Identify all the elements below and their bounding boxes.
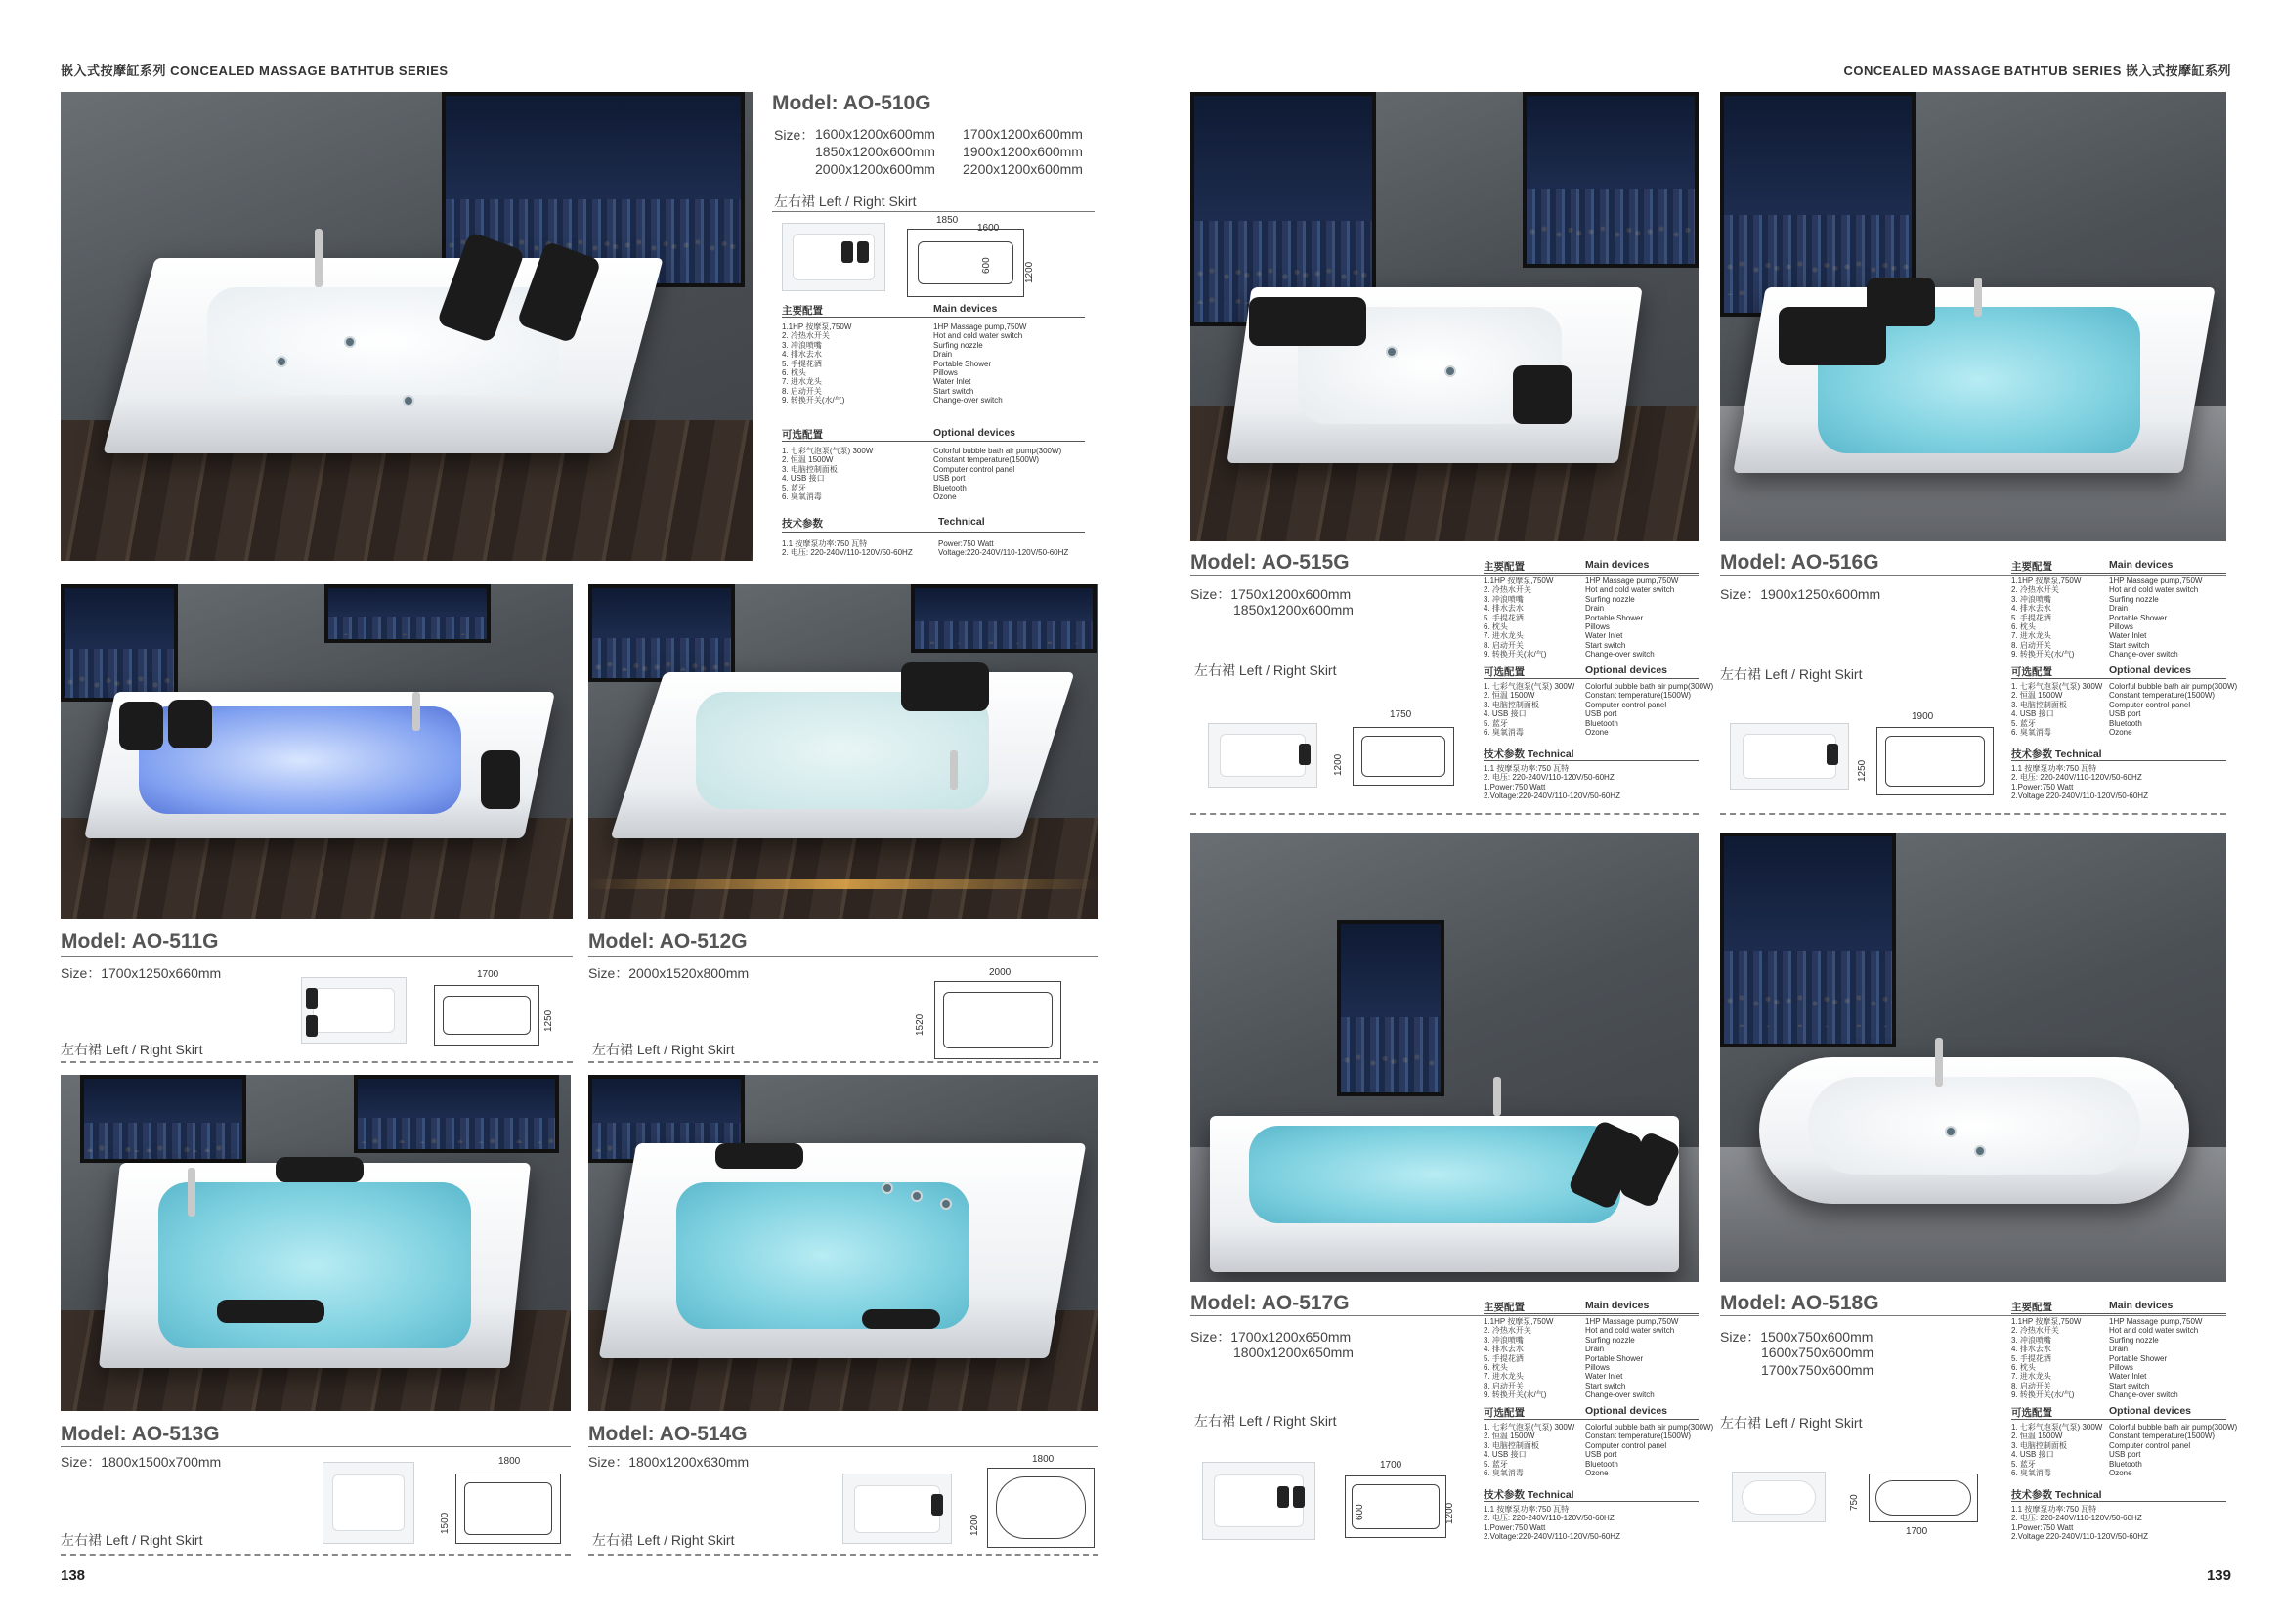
dimension-width: 1800 [498, 1456, 521, 1467]
model-title-ao-518g: Model: AO-518G [1720, 1292, 1879, 1314]
divider [1720, 575, 2226, 576]
product-photo-ao-517g [1190, 833, 1699, 1282]
product-photo-ao-518g [1720, 833, 2226, 1282]
spec-heading-optional-cn: 可选配置 [2011, 1407, 2052, 1419]
spec-heading-optional-cn: 可选配置 [782, 429, 823, 441]
product-thumbnail [323, 1462, 414, 1544]
dimension-height: 1200 [969, 1514, 980, 1536]
spec-divider [782, 317, 1085, 318]
product-thumbnail [1208, 723, 1317, 788]
dimension-height-inner: 600 [1355, 1504, 1365, 1520]
product-photo-ao-514g [588, 1075, 1098, 1411]
size-label: Size： [774, 127, 815, 143]
spec-list-optional-en: Colorful bubble bath air pump(300W) Constant temperature(1500W) Computer control panel USB port Bluetooth Ozone [933, 447, 1062, 502]
spec-divider [782, 441, 1085, 442]
dashed-divider [588, 1554, 1098, 1556]
spec-list-optional-en: Colorful bubble bath air pump(300W) Constant temperature(1500W) Computer control panel USB port Bluetooth Ozone [1585, 682, 1714, 738]
spec-list-main-cn: 1.1HP 按摩泵,750W 2. 冷热水开关 3. 冲浪喷嘴 4. 排水去水 5. 手提花洒 6. 枕头 7. 进水龙头 8. 启动开关 9. 转换开关(水/气) [782, 322, 852, 406]
spec-divider [2011, 1501, 2226, 1502]
spec-heading-main-cn: 主要配置 [782, 305, 823, 317]
dimension-drawing [907, 229, 1024, 297]
dimension-width: 1850 [936, 215, 959, 226]
spec-list-technical-en: Power:750 Watt Voltage:220-240V/110-120V/50-60HZ [938, 539, 1069, 558]
spec-list-optional-cn: 1. 七彩气泡泵(气泵) 300W 2. 恒温 1500W 3. 电脑控制面板 4. USB 接口 5. 蓝牙 6. 臭氧消毒 [2011, 1423, 2103, 1478]
dimension-height-inner: 600 [981, 257, 992, 274]
model-title-ao-514g: Model: AO-514G [588, 1423, 748, 1445]
size-value: Size：2000x1520x800mm [588, 965, 750, 981]
dimension-drawing [934, 981, 1061, 1059]
spec-divider [2011, 760, 2226, 761]
size-value: Size：1700x1200x650mm [1190, 1329, 1352, 1345]
spec-heading-optional-en: Optional devices [1585, 664, 1668, 676]
skirt-label: 左右裙 Left / Right Skirt [592, 1532, 735, 1548]
spec-list-technical: 1.1 按摩泵功率:750 瓦特 2. 电压: 220-240V/110-120V/50-60HZ 1.Power:750 Watt 2.Voltage:220-240V/110-120V/50-60HZ [1484, 1505, 1620, 1542]
spec-divider [1484, 1313, 1699, 1314]
spec-list-optional-cn: 1. 七彩气泡泵(气泵) 300W 2. 恒温 1500W 3. 电脑控制面板 4. USB 接口 5. 蓝牙 6. 臭氧消毒 [1484, 1423, 1575, 1478]
spec-heading-main-cn: 主要配置 [2011, 561, 2052, 573]
spec-heading-main-cn: 主要配置 [1484, 1302, 1525, 1313]
spec-list-main-cn: 1.1HP 按摩泵,750W 2. 冷热水开关 3. 冲浪喷嘴 4. 排水去水 5. 手提花洒 6. 枕头 7. 进水龙头 8. 启动开关 9. 转换开关(水/气) [2011, 577, 2082, 660]
dimension-width: 1750 [1390, 709, 1412, 720]
spec-divider [1484, 1419, 1699, 1420]
spec-list-main-cn: 1.1HP 按摩泵,750W 2. 冷热水开关 3. 冲浪喷嘴 4. 排水去水 5. 手提花洒 6. 枕头 7. 进水龙头 8. 启动开关 9. 转换开关(水/气) [1484, 1317, 1554, 1400]
product-thumbnail [842, 1474, 952, 1544]
spec-divider [1484, 1501, 1699, 1502]
spec-heading-technical: 技术参数 Technical [2011, 748, 2102, 760]
spec-list-main-cn: 1.1HP 按摩泵,750W 2. 冷热水开关 3. 冲浪喷嘴 4. 排水去水 5. 手提花洒 6. 枕头 7. 进水龙头 8. 启动开关 9. 转换开关(水/气) [2011, 1317, 2082, 1400]
spec-divider [2011, 573, 2226, 574]
spec-list-optional-cn: 1. 七彩气泡泵(气泵) 300W 2. 恒温 1500W 3. 电脑控制面板 4. USB 接口 5. 蓝牙 6. 臭氧消毒 [1484, 682, 1575, 738]
dimension-height: 1520 [915, 1013, 926, 1036]
skirt-label: 左右裙 Left / Right Skirt [61, 1042, 203, 1057]
spec-list-optional-en: Colorful bubble bath air pump(300W) Constant temperature(1500W) Computer control panel USB port Bluetooth Ozone [2109, 1423, 2238, 1478]
size-value: Size：1800x1200x630mm [588, 1454, 750, 1470]
size-value: Size：1700x1250x660mm [61, 965, 222, 981]
spec-heading-technical: 技术参数 Technical [1484, 1489, 1574, 1501]
spec-list-main-en: 1HP Massage pump,750W Hot and cold water switch Surfing nozzle Drain Portable Shower Pillows Water Inlet Start switch Change-over switch [1585, 1317, 1679, 1400]
spec-heading-optional-en: Optional devices [933, 427, 1016, 439]
dimension-height: 1200 [1333, 753, 1344, 776]
spec-heading-main-en: Main devices [2109, 559, 2174, 571]
spec-list-technical: 1.1 按摩泵功率:750 瓦特 2. 电压: 220-240V/110-120V/50-60HZ 1.Power:750 Watt 2.Voltage:220-240V/110-120V/50-60HZ [2011, 764, 2148, 801]
spec-divider [1484, 678, 1699, 679]
product-thumbnail [1202, 1462, 1315, 1540]
spec-list-optional-en: Colorful bubble bath air pump(300W) Constant temperature(1500W) Computer control panel USB port Bluetooth Ozone [1585, 1423, 1714, 1478]
dimension-height: 1500 [440, 1512, 451, 1534]
spec-list-main-en: 1HP Massage pump,750W Hot and cold water switch Surfing nozzle Drain Portable Shower Pillows Water Inlet Start switch Change-over switch [2109, 577, 2203, 660]
model-title-ao-512g: Model: AO-512G [588, 930, 748, 953]
product-photo-ao-515g [1190, 92, 1699, 541]
dimension-width: 1900 [1912, 711, 1934, 722]
spec-divider [2011, 1313, 2226, 1314]
size-value: 1600x750x600mm [1761, 1345, 1874, 1360]
dimension-drawing [987, 1468, 1095, 1548]
size-value: Size：1750x1200x600mm [1190, 586, 1352, 602]
spec-heading-main-en: Main devices [933, 303, 998, 315]
dimension-width: 2000 [989, 967, 1012, 978]
divider [772, 211, 1095, 212]
divider [61, 1446, 571, 1447]
model-title-ao-513g: Model: AO-513G [61, 1423, 220, 1445]
spec-heading-technical: 技术参数 Technical [2011, 1489, 2102, 1501]
spec-list-main-en: 1HP Massage pump,750W Hot and cold water switch Surfing nozzle Drain Portable Shower Pillows Water Inlet Start switch Change-over switch [2109, 1317, 2203, 1400]
size-value: Size：1800x1500x700mm [61, 1454, 222, 1470]
dashed-divider [1720, 813, 2226, 815]
spec-divider [1484, 760, 1699, 761]
size-value: 2200x1200x600mm [963, 161, 1083, 177]
spec-divider [1484, 573, 1699, 574]
page-number-left: 138 [61, 1567, 86, 1584]
spec-list-main-en: 1HP Massage pump,750W Hot and cold water switch Surfing nozzle Drain Portable Shower Pillows Water Inlet Start switch Change-over switch [933, 322, 1027, 406]
size-value: Size：1900x1250x600mm [1720, 586, 1881, 602]
spec-heading-optional-cn: 可选配置 [2011, 666, 2052, 678]
size-value: 2000x1200x600mm [815, 161, 935, 177]
page-number-right: 139 [2206, 1567, 2231, 1584]
divider [1190, 1315, 1699, 1316]
spec-list-main-cn: 1.1HP 按摩泵,750W 2. 冷热水开关 3. 冲浪喷嘴 4. 排水去水 5. 手提花洒 6. 枕头 7. 进水龙头 8. 启动开关 9. 转换开关(水/气) [1484, 577, 1554, 660]
dimension-height: 1250 [1857, 759, 1868, 782]
product-thumbnail [1730, 723, 1849, 790]
model-title-ao-515g: Model: AO-515G [1190, 551, 1350, 574]
product-photo-ao-511g [61, 584, 573, 919]
spec-list-technical: 1.1 按摩泵功率:750 瓦特 2. 电压: 220-240V/110-120V/50-60HZ 1.Power:750 Watt 2.Voltage:220-240V/110-120V/50-60HZ [2011, 1505, 2148, 1542]
dimension-width: 1700 [1380, 1460, 1402, 1471]
header-right: CONCEALED MASSAGE BATHTUB SERIES 嵌入式按摩缸系列 [1843, 64, 2231, 78]
spec-heading-optional-en: Optional devices [2109, 1405, 2192, 1417]
dimension-drawing [1869, 1474, 1978, 1522]
dimension-height: 750 [1849, 1494, 1860, 1511]
product-photo-ao-516g [1720, 92, 2226, 541]
dimension-drawing [434, 985, 539, 1046]
size-value: 1900x1200x600mm [963, 144, 1083, 159]
divider [588, 1446, 1098, 1447]
product-photo-ao-510g [61, 92, 753, 561]
spec-heading-technical-cn: 技术参数 [782, 518, 823, 530]
spec-heading-main-cn: 主要配置 [1484, 561, 1525, 573]
spec-list-optional-cn: 1. 七彩气泡泵(气泵) 300W 2. 恒温 1500W 3. 电脑控制面板 4. USB 接口 5. 蓝牙 6. 臭氧消毒 [782, 447, 874, 502]
spec-heading-optional-cn: 可选配置 [1484, 666, 1525, 678]
dimension-width: 1700 [477, 969, 499, 980]
spec-list-technical-cn: 1.1 按摩泵功率:750 瓦特 2. 电压: 220-240V/110-120V/50-60HZ [782, 539, 913, 558]
spec-heading-main-cn: 主要配置 [2011, 1302, 2052, 1313]
skirt-label: 左右裙 Left / Right Skirt [1194, 1413, 1337, 1429]
size-value: Size：1500x750x600mm [1720, 1329, 1873, 1345]
spec-divider [2011, 1419, 2226, 1420]
dashed-divider [61, 1554, 571, 1556]
spec-list-technical: 1.1 按摩泵功率:750 瓦特 2. 电压: 220-240V/110-120V/50-60HZ 1.Power:750 Watt 2.Voltage:220-240V/110-120V/50-60HZ [1484, 764, 1620, 801]
model-title-ao-517g: Model: AO-517G [1190, 1292, 1350, 1314]
spec-heading-main-en: Main devices [1585, 1300, 1650, 1311]
skirt-label: 左右裙 Left / Right Skirt [1194, 662, 1337, 678]
dimension-width-inner: 1600 [977, 223, 1000, 234]
spec-heading-main-en: Main devices [2109, 1300, 2174, 1311]
spec-list-optional-en: Colorful bubble bath air pump(300W) Constant temperature(1500W) Computer control panel USB port Bluetooth Ozone [2109, 682, 2238, 738]
size-value: 1600x1200x600mm [815, 126, 935, 142]
skirt-label: 左右裙 Left / Right Skirt [61, 1532, 203, 1548]
dashed-divider [588, 1061, 1098, 1063]
spec-divider [782, 532, 1085, 533]
dimension-height: 1200 [1024, 261, 1035, 283]
size-value: 1850x1200x600mm [1233, 602, 1354, 618]
size-value: 1850x1200x600mm [815, 144, 935, 159]
dimension-width: 1700 [1906, 1526, 1928, 1537]
model-title-ao-511g: Model: AO-511G [61, 930, 219, 953]
divider [61, 956, 573, 957]
skirt-label: 左右裙 Left / Right Skirt [592, 1042, 735, 1057]
spec-heading-optional-en: Optional devices [1585, 1405, 1668, 1417]
divider [1720, 1315, 2226, 1316]
dashed-divider [1190, 813, 1699, 815]
dimension-drawing [455, 1474, 561, 1544]
product-thumbnail [782, 223, 885, 291]
product-thumbnail [1732, 1472, 1826, 1522]
skirt-label: 左右裙 Left / Right Skirt [774, 193, 917, 209]
divider [588, 956, 1098, 957]
spec-list-main-en: 1HP Massage pump,750W Hot and cold water switch Surfing nozzle Drain Portable Shower Pillows Water Inlet Start switch Change-over switch [1585, 577, 1679, 660]
product-photo-ao-512g [588, 584, 1098, 919]
header-left: 嵌入式按摩缸系列 CONCEALED MASSAGE BATHTUB SERIES [61, 64, 449, 78]
dimension-height: 1200 [1444, 1502, 1455, 1524]
skirt-label: 左右裙 Left / Right Skirt [1720, 666, 1863, 682]
spec-heading-technical-en: Technical [938, 516, 985, 528]
divider [1190, 575, 1699, 576]
dimension-drawing [1353, 727, 1454, 786]
skirt-label: 左右裙 Left / Right Skirt [1720, 1415, 1863, 1431]
size-value: 1700x750x600mm [1761, 1362, 1874, 1378]
spec-divider [2011, 678, 2226, 679]
product-thumbnail [301, 977, 407, 1044]
spec-list-optional-cn: 1. 七彩气泡泵(气泵) 300W 2. 恒温 1500W 3. 电脑控制面板 4. USB 接口 5. 蓝牙 6. 臭氧消毒 [2011, 682, 2103, 738]
dimension-width: 1800 [1032, 1454, 1055, 1465]
product-photo-ao-513g [61, 1075, 571, 1411]
model-title-ao-516g: Model: AO-516G [1720, 551, 1879, 574]
spec-heading-main-en: Main devices [1585, 559, 1650, 571]
dimension-height: 1250 [543, 1009, 554, 1032]
size-value: 1800x1200x650mm [1233, 1345, 1354, 1360]
dashed-divider [61, 1061, 573, 1063]
spec-heading-optional-cn: 可选配置 [1484, 1407, 1525, 1419]
model-title-ao-510g: Model: AO-510G [772, 92, 931, 114]
size-value: 1700x1200x600mm [963, 126, 1083, 142]
spec-heading-technical: 技术参数 Technical [1484, 748, 1574, 760]
dimension-drawing [1876, 727, 1994, 795]
spec-heading-optional-en: Optional devices [2109, 664, 2192, 676]
